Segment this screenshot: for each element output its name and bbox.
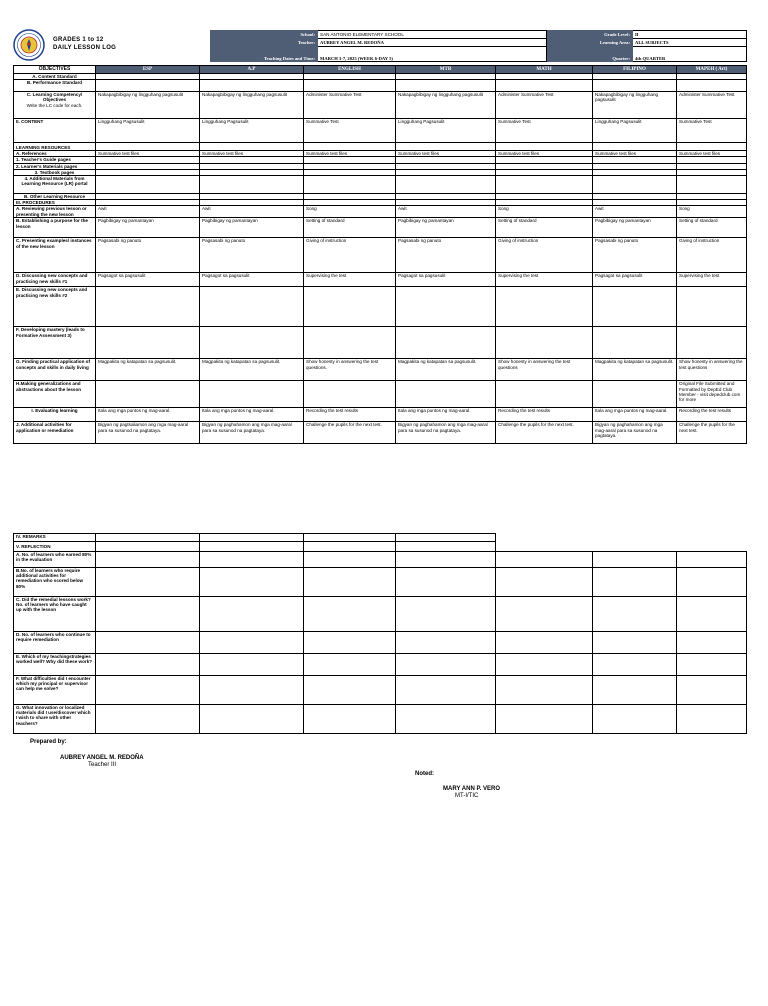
table-cell: Setting of standard <box>304 218 396 238</box>
row-label: F. Developing mastery (leads to Formative Assessment 3) <box>14 327 96 359</box>
row-label: C. Learning Competency/ Objectives Write the LC code for each. <box>14 92 96 119</box>
document-title <box>53 36 116 52</box>
title-line-2: DAILY LESSON LOG <box>53 45 117 51</box>
table-cell: Magpakita ng katapatan sa pagsusulit. <box>593 359 677 381</box>
table-cell: Supervising the test <box>677 273 747 287</box>
row-label: 2. Learner's Materials pages <box>14 163 96 169</box>
row-label: A. Reviewing previous lesson or presenting the new lesson <box>14 206 96 218</box>
col-mapeh: MAPEH ( Art) <box>677 66 747 74</box>
table-cell: Song <box>496 206 593 218</box>
area-label: Learning Area: <box>547 39 633 47</box>
table-cell: Pagsagot sa pagsusulit <box>593 273 677 287</box>
table-cell: Awit <box>396 206 496 218</box>
row-label: B. Other Learning Resource <box>14 194 96 200</box>
row-label: E. Which of my teachingstrategies worked well? Why did these work? <box>14 654 96 676</box>
table-cell: Itala ang mga puntos ng mag-aaral. <box>396 408 496 422</box>
table-cell: Challenge the pupils for the next test. <box>677 422 747 444</box>
table-cell: Original File Submitted and Formatted by DepEd Club Member - visit depedclub.com for more <box>677 381 747 408</box>
row-label: 4. Additional Materials from Learning Resource (LR) portal <box>14 176 96 194</box>
table-cell: Itala ang mga puntos ng mag-aaral. <box>593 408 677 422</box>
noter-block <box>443 786 500 800</box>
row-label: D. No. of learners who continue to require remediation <box>14 632 96 654</box>
remarks-label: IV. REMARKS <box>14 534 96 542</box>
table-cell: Challenge the pupils for the next test. <box>304 422 396 444</box>
row-label: A. Content Standard <box>14 74 96 80</box>
col-ap: A.P <box>200 66 304 74</box>
table-cell: Administer Summative Test <box>304 92 396 119</box>
preparer-block <box>60 755 144 769</box>
quarter-label: Quarter: <box>547 47 633 62</box>
dates-value: MARCH 3-7, 2025 (WEEK 6-DAY 5) <box>318 47 547 62</box>
row-label: 1. Teacher's Guide pages <box>14 157 96 163</box>
table-cell: Awit <box>96 206 200 218</box>
row-label: D. Discussing new concepts and practicing new skills #1 <box>14 273 96 287</box>
table-cell: Recording the test results <box>677 408 747 422</box>
reflection-table <box>13 533 747 734</box>
table-cell: Setting of standard <box>496 218 593 238</box>
table-cell: Nakapagbibigay ng lingguhang pagsusulit <box>200 92 304 119</box>
table-cell: Bigyan ng paghahamon ang mga mag-aaral para sa susunod na pagtataya. <box>200 422 304 444</box>
table-cell: Summative Test <box>677 119 747 143</box>
table-cell: Pagsasabi ng panuto <box>200 238 304 273</box>
table-cell: Pagsagot sa pagsusulit <box>96 273 200 287</box>
table-cell: Magpakita ng katapatan sa pagsusulit. <box>396 359 496 381</box>
table-cell: Itala ang mga puntos ng mag-aaral. <box>96 408 200 422</box>
table-cell: Awit <box>593 206 677 218</box>
row-label: A. No. of learners who earned 80% in the evaluation <box>14 552 96 568</box>
table-cell: Administer Summative Test <box>677 92 747 119</box>
table-cell: Magpakita ng katapatan sa pagsusulit. <box>96 359 200 381</box>
row-label: B.No. of learners who require additional activities for remediation who scored below 80% <box>14 568 96 597</box>
row-label: C. Did the remedial lessons work? No. of learners who have caught up with the lesson <box>14 597 96 632</box>
table-cell: Summative Test <box>304 119 396 143</box>
noted-label: Noted: <box>415 771 434 777</box>
table-cell: Lingguhang Pagsusulit <box>593 119 677 143</box>
table-cell: Pagbibigay ng pamantayan <box>200 218 304 238</box>
table-cell: Bigyan ng paghahamon ang mga mag-aaral para sa susunod na pagtataya. <box>593 422 677 444</box>
table-cell: Summative Test <box>496 119 593 143</box>
table-cell: Summative test files <box>677 151 747 157</box>
table-cell: Nakapagbibigay ng lingguhang pagsusulit <box>96 92 200 119</box>
table-cell: Nakapagbibigay ng lingguhang pagsusulit <box>593 92 677 119</box>
row-label: J. Additional activities for application or remediation <box>14 422 96 444</box>
table-cell: Administer Summative Test <box>496 92 593 119</box>
table-cell: Pagsasabi ng panuto <box>96 238 200 273</box>
row-label: G. What innovation or localized materials did I use/discover which I wish to share with other teachers? <box>14 705 96 734</box>
table-cell: Show honesty in answering the test questions <box>677 359 747 381</box>
header-info-table <box>210 30 747 62</box>
lc-note: Write the LC code for each. <box>26 102 83 108</box>
lesson-log-table <box>13 65 747 444</box>
table-cell: Summative test files <box>96 151 200 157</box>
table-cell: Setting of standard <box>677 218 747 238</box>
dates-label: Teaching Dates and Time: <box>211 47 318 62</box>
reflection-label: V. REFLECTION <box>14 542 96 552</box>
table-cell: Song <box>304 206 396 218</box>
table-cell: Pagsasabi ng panuto <box>593 238 677 273</box>
col-esp: ESP <box>96 66 200 74</box>
row-label: G. Finding practical application of concepts and skills in daily living <box>14 359 96 381</box>
grade-label: Grade Level: <box>547 31 633 39</box>
row-label: III. PROCEDURES <box>14 200 96 206</box>
area-value: ALL SUBJECTS <box>633 39 747 47</box>
row-label: 3. Textbook pages <box>14 169 96 175</box>
deped-seal-icon <box>13 29 45 61</box>
table-cell: Summative test files <box>593 151 677 157</box>
table-cell: Awit <box>200 206 304 218</box>
table-cell: Magpakita ng katapatan sa pagsusulit. <box>200 359 304 381</box>
table-cell: Pagsagot sa pagsusulit <box>396 273 496 287</box>
table-cell: Summative test files <box>200 151 304 157</box>
row-label: E. Discussing new concepts and practicing new skills #2 <box>14 287 96 327</box>
school-label: School: <box>211 31 318 39</box>
table-cell: Song <box>677 206 747 218</box>
preparer-name: AUBREY ANGEL M. REDOÑA <box>60 755 144 761</box>
table-cell: Show honesty in answering the test questions <box>496 359 593 381</box>
row-label: C. Presenting examples/ instances of the new lesson <box>14 238 96 273</box>
row-label: F. What difficulties did I encounter which my principal or supervisor can help me solve? <box>14 676 96 705</box>
table-cell: Challenge the pupils for the next test. <box>496 422 593 444</box>
row-label: B. Establishing a purpose for the lesson <box>14 218 96 238</box>
school-value: SAN ANTONIO ELEMENTARY SCHOOL <box>318 31 547 39</box>
row-label: LEARNING RESOURCES <box>14 143 96 151</box>
teacher-label: Teacher: <box>211 39 318 47</box>
col-math: MATH <box>496 66 593 74</box>
row-label: I. Evaluating learning <box>14 408 96 422</box>
table-cell: Recording the test results <box>496 408 593 422</box>
noter-name: MARY ANN P. VERO <box>443 786 501 792</box>
preparer-title: Teacher III <box>88 762 117 768</box>
row-label: B. Performance Standard <box>14 80 96 92</box>
table-cell: Supervising the test <box>496 273 593 287</box>
table-cell: Giving of instruction <box>677 238 747 273</box>
table-cell: Lingguhang Pagsusulit <box>96 119 200 143</box>
objectives-header: OBJECTIVES <box>14 66 96 74</box>
table-cell: Pagsagot sa pagsusulit <box>200 273 304 287</box>
table-cell: Bigyan ng pagtsaliamon ang mga mag-aaral para sa susunod na pagtataya. <box>96 422 200 444</box>
col-mtb: MTB <box>396 66 496 74</box>
noter-title: MT-I/TIC <box>455 793 479 799</box>
table-cell: Itala ang mga puntos ng mag-aaral. <box>200 408 304 422</box>
col-english: ENGLISH <box>304 66 396 74</box>
grade-value: II <box>633 31 747 39</box>
table-cell: Supervising the test <box>304 273 396 287</box>
table-cell: Giving of instruction <box>496 238 593 273</box>
table-cell: Pagbibigay ng pamantayan <box>396 218 496 238</box>
table-cell: Summative test files <box>496 151 593 157</box>
row-label: A. References <box>14 151 96 157</box>
table-cell: Giving of instruction <box>304 238 396 273</box>
table-cell: Pagsasabi ng panuto <box>396 238 496 273</box>
row-label: H.Making generalizations and abstractions about the lesson <box>14 381 96 408</box>
title-line-1: GRADES 1 to 12 <box>53 37 104 43</box>
prepared-by-label: Prepared by: <box>30 739 67 745</box>
table-cell: Show honesty in answering the test questions. <box>304 359 396 381</box>
teacher-value: AUBREY ANGEL M. REDOÑA <box>318 39 547 47</box>
col-filipino: FILIPINO <box>593 66 677 74</box>
table-cell: Pagbibigay ng pamantayan <box>96 218 200 238</box>
table-cell: Lingguhang Pagsusulit <box>396 119 496 143</box>
table-cell: Pagbibigay ng pamantayan <box>593 218 677 238</box>
table-cell: Recording the test results <box>304 408 396 422</box>
table-cell: Summative test files <box>396 151 496 157</box>
table-cell: Lingguhang Pagsusulit <box>200 119 304 143</box>
table-cell: Summative test files <box>304 151 396 157</box>
quarter-value: 4th QUARTER <box>633 47 747 62</box>
table-cell: Bigyan ng paghahamon ang mga mag-aaral para sa susunod na pagtataya. <box>396 422 496 444</box>
table-cell: Nakapagbibigay ng lingguhang pagsusulit <box>396 92 496 119</box>
row-label: II. CONTENT <box>14 119 96 143</box>
